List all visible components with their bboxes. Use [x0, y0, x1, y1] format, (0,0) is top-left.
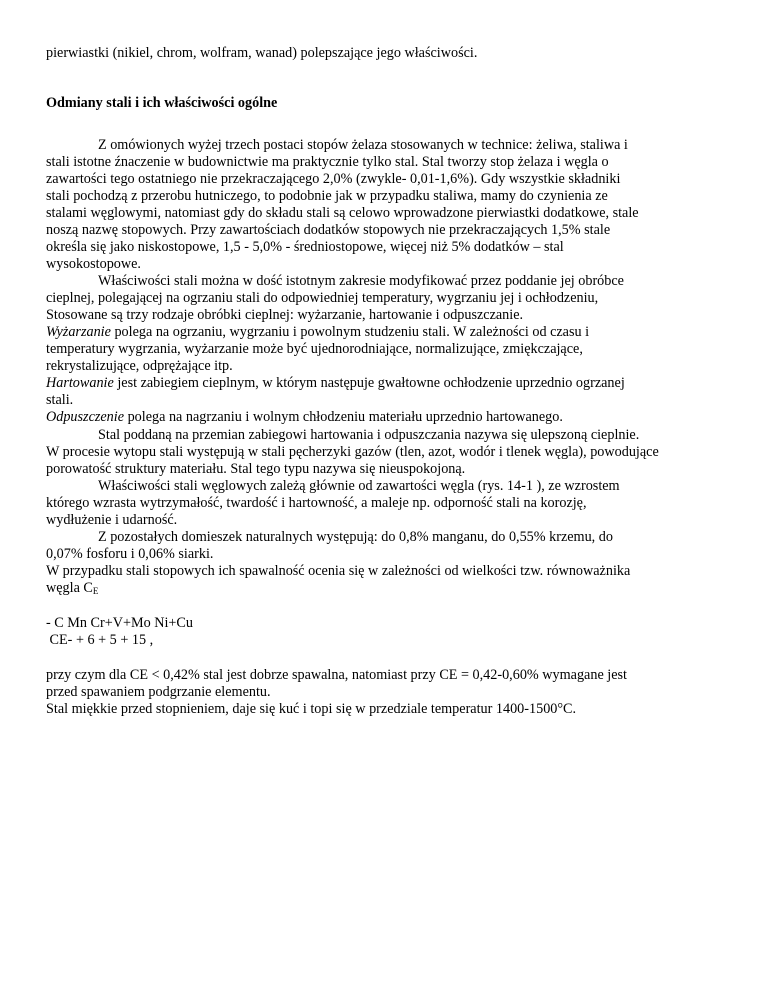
- definition-text: polega na ogrzaniu, wygrzaniu i powolnym studzeniu stali. W zależności od czasu i: [110, 324, 590, 340]
- definition-line: [46, 409, 563, 426]
- paragraph-line: Stal miękkie przed stopnieniem, daje się kuć i topi się w przedziale temperatur 1400-1500°C.: [46, 701, 577, 717]
- paragraph-line: przy czym dla CE < 0,42% stal jest dobrze spawalna, natomiast przy CE = 0,42-0,60% wymagane jest: [46, 667, 627, 683]
- carbon-label: węgla C: [46, 580, 93, 596]
- carbon-subscript: E: [92, 586, 99, 596]
- term-tempering: Odpuszczenie: [46, 409, 125, 425]
- paragraph-line: przed spawaniem podgrzanie elementu.: [46, 684, 271, 700]
- definition-text: polega na nagrzaniu i wolnym chłodzeniu materiału uprzednio hartowanego.: [124, 409, 563, 425]
- paragraph-line: temperatury wygrzania, wyżarzanie może być ujednorodniające, normalizujące, zmiękczające,: [46, 341, 583, 357]
- formula-numerators: - C Mn Cr+V+Mo Ni+Cu: [46, 615, 193, 631]
- paragraph-line: wysokostopowe.: [46, 256, 141, 272]
- paragraph-line: porowatość struktury materiału. Stal tego typu nazywa się nieuspokojoną.: [46, 461, 466, 477]
- paragraph-line: W procesie wytopu stali występują w stali pęcherzyki gazów (tlen, azot, wodór i tlenek węgla), powodujące: [46, 444, 659, 460]
- paragraph-line: wydłużenie i udarność.: [46, 512, 178, 528]
- paragraph-line: Z omówionych wyżej trzech postaci stopów żelaza stosowanych w technice: żeliwa, staliwa i: [98, 137, 628, 153]
- paragraph-line: Właściwości stali węglowych zależą głównie od zawartości węgla (rys. 14-1 ), ze wzrostem: [98, 478, 620, 494]
- definition-line: [46, 324, 589, 341]
- paragraph-line: określa się jako niskostopowe, 1,5 - 5,0% - średniostopowe, więcej niż 5% dodatków – stal: [46, 239, 564, 255]
- paragraph-line: którego wzrasta wytrzymałość, twardość i hartowność, a maleje np. odporność stali na korozję,: [46, 495, 587, 511]
- paragraph-line: rekrystalizujące, odprężające itp.: [46, 358, 233, 374]
- paragraph-line: pierwiastki (nikiel, chrom, wolfram, wanad) polepszające jego właściwości.: [46, 45, 478, 61]
- paragraph-line: noszą nazwę stopowych. Przy zawartościach dodatków stopowych nie przekraczających 1,5% stale: [46, 222, 611, 238]
- term-hardening: Hartowanie: [46, 375, 114, 391]
- paragraph-line: stali.: [46, 392, 74, 408]
- paragraph-line: Właściwości stali można w dość istotnym zakresie modyfikować przez poddanie jej obróbce: [98, 273, 624, 289]
- paragraph-line: stali pochodzą z przerobu hutniczego, to podobnie jak w przypadku staliwa, mamy do czynienia ze: [46, 188, 608, 204]
- paragraph-line: W przypadku stali stopowych ich spawalność ocenia się w zależności od wielkości tzw. równoważnika: [46, 563, 631, 579]
- paragraph-line: [46, 580, 98, 598]
- paragraph-line: Z pozostałych domieszek naturalnych występują: do 0,8% manganu, do 0,55% krzemu, do: [98, 529, 613, 545]
- paragraph-line: cieplnej, polegającej na ogrzaniu stali do odpowiedniej temperatury, wygrzaniu jej i ochłodzeniu,: [46, 290, 599, 306]
- paragraph-line: Stosowane są trzy rodzaje obróbki cieplnej: wyżarzanie, hartowanie i odpuszczanie.: [46, 307, 524, 323]
- paragraph-line: Stal poddaną na przemian zabiegowi hartowania i odpuszczania nazywa się ulepszoną cieplnie.: [98, 427, 640, 443]
- term-annealing: Wyżarzanie: [46, 324, 111, 340]
- definition-line: [46, 375, 625, 392]
- section-heading: Odmiany stali i ich właściwości ogólne: [46, 95, 278, 111]
- definition-text: jest zabiegiem cieplnym, w którym następuje gwałtowne ochłodzenie uprzednio ogrzanej: [113, 375, 625, 391]
- formula-denominators: CE- + 6 + 5 + 15 ,: [46, 632, 154, 648]
- paragraph-line: 0,07% fosforu i 0,06% siarki.: [46, 546, 214, 562]
- paragraph-line: zawartości tego ostatniego nie przekraczającego 2,0% (zwykle- 0,01-1,6%). Gdy wszystkie składniki: [46, 171, 621, 187]
- paragraph-line: stali istotne źnaczenie w budownictwie ma praktycznie tylko stal. Stal tworzy stop żelaza i węgla o: [46, 154, 609, 170]
- paragraph-line: stalami węglowymi, natomiast gdy do składu stali są celowo wprowadzone pierwiastki dodatkowe, stale: [46, 205, 639, 221]
